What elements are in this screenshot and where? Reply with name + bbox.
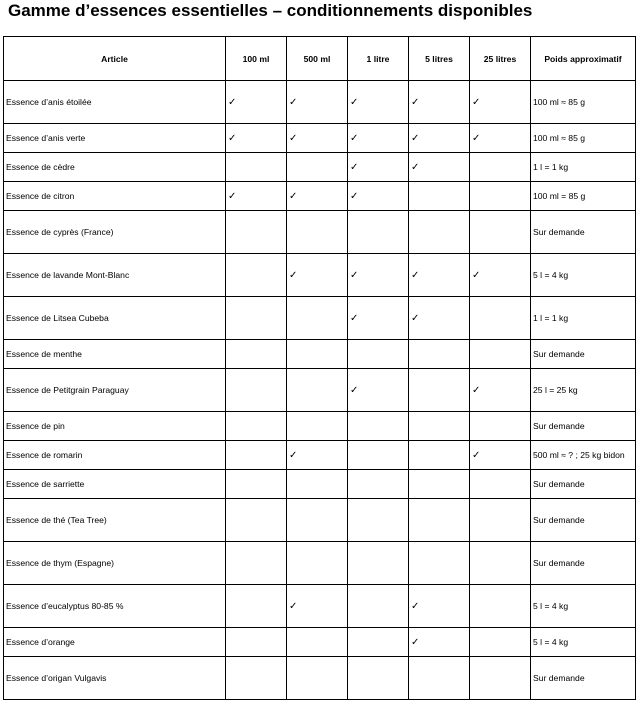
empty-cell [348,470,409,499]
weight-cell: Sur demande [531,340,636,369]
weight-cell: Sur demande [531,542,636,585]
empty-cell [348,585,409,628]
check-icon: ✓ [409,81,470,124]
empty-cell [226,585,287,628]
article-cell: Essence d’orange [4,628,226,657]
table-row [4,254,636,297]
empty-cell [409,470,470,499]
article-cell: Essence d’anis verte [4,124,226,153]
empty-cell [470,470,531,499]
empty-cell [470,153,531,182]
header-row [4,37,636,81]
table-row [4,441,636,470]
empty-cell [348,657,409,700]
empty-cell [409,542,470,585]
table-row [4,585,636,628]
check-icon: ✓ [348,297,409,340]
weight-cell: 1 l = 1 kg [531,153,636,182]
header-5l: 5 litres [409,37,470,81]
check-icon: ✓ [348,124,409,153]
weight-cell: 5 l = 4 kg [531,254,636,297]
weight-cell: 500 ml ≈ ? ; 25 kg bidon [531,441,636,470]
empty-cell [226,542,287,585]
table-row [4,124,636,153]
empty-cell [348,628,409,657]
empty-cell [470,211,531,254]
weight-cell: 100 ml ≈ 85 g [531,81,636,124]
article-cell: Essence d’eucalyptus 80-85 % [4,585,226,628]
weight-cell: Sur demande [531,211,636,254]
check-icon: ✓ [348,254,409,297]
weight-cell: 1 l = 1 kg [531,297,636,340]
check-icon: ✓ [287,254,348,297]
empty-cell [470,628,531,657]
header-article: Article [4,37,226,81]
check-icon: ✓ [226,124,287,153]
article-cell: Essence de sarriette [4,470,226,499]
empty-cell [409,412,470,441]
check-icon: ✓ [287,182,348,211]
check-icon: ✓ [348,369,409,412]
weight-cell: 100 ml = 85 g [531,182,636,211]
check-icon: ✓ [470,81,531,124]
check-icon: ✓ [409,153,470,182]
empty-cell [226,657,287,700]
check-icon: ✓ [470,254,531,297]
check-icon: ✓ [409,124,470,153]
table-row [4,657,636,700]
empty-cell [470,412,531,441]
empty-cell [226,369,287,412]
empty-cell [226,628,287,657]
empty-cell [470,585,531,628]
article-cell: Essence de citron [4,182,226,211]
empty-cell [409,657,470,700]
empty-cell [470,499,531,542]
empty-cell [348,441,409,470]
empty-cell [470,340,531,369]
check-icon: ✓ [409,254,470,297]
empty-cell [348,211,409,254]
empty-cell [287,499,348,542]
empty-cell [348,542,409,585]
empty-cell [287,297,348,340]
empty-cell [470,297,531,340]
table-row [4,542,636,585]
empty-cell [226,499,287,542]
empty-cell [409,369,470,412]
table-row [4,340,636,369]
empty-cell [287,153,348,182]
table-row [4,153,636,182]
article-cell: Essence de menthe [4,340,226,369]
empty-cell [226,254,287,297]
empty-cell [287,628,348,657]
check-icon: ✓ [348,81,409,124]
empty-cell [470,182,531,211]
empty-cell [226,153,287,182]
empty-cell [226,441,287,470]
check-icon: ✓ [287,441,348,470]
empty-cell [226,340,287,369]
weight-cell: Sur demande [531,470,636,499]
weight-cell: 100 ml ≈ 85 g [531,124,636,153]
empty-cell [409,441,470,470]
empty-cell [287,657,348,700]
check-icon: ✓ [409,585,470,628]
empty-cell [287,542,348,585]
article-cell: Essence d’anis étoilée [4,81,226,124]
check-icon: ✓ [287,81,348,124]
table-row [4,369,636,412]
packaging-table [3,36,636,700]
check-icon: ✓ [470,441,531,470]
article-cell: Essence de thé (Tea Tree) [4,499,226,542]
table-row [4,81,636,124]
article-cell: Essence de cèdre [4,153,226,182]
weight-cell: Sur demande [531,499,636,542]
check-icon: ✓ [409,628,470,657]
table-row [4,470,636,499]
check-icon: ✓ [348,153,409,182]
empty-cell [409,211,470,254]
header-1l: 1 litre [348,37,409,81]
empty-cell [226,470,287,499]
check-icon: ✓ [470,124,531,153]
check-icon: ✓ [226,182,287,211]
empty-cell [287,470,348,499]
article-cell: Essence de romarin [4,441,226,470]
header-500ml: 500 ml [287,37,348,81]
table-row [4,499,636,542]
empty-cell [287,340,348,369]
weight-cell: 5 l = 4 kg [531,628,636,657]
article-cell: Essence de pin [4,412,226,441]
check-icon: ✓ [409,297,470,340]
check-icon: ✓ [348,182,409,211]
check-icon: ✓ [470,369,531,412]
empty-cell [348,340,409,369]
article-cell: Essence de thym (Espagne) [4,542,226,585]
table-row [4,211,636,254]
weight-cell: Sur demande [531,412,636,441]
empty-cell [409,340,470,369]
empty-cell [226,211,287,254]
check-icon: ✓ [287,585,348,628]
article-cell: Essence de Litsea Cubeba [4,297,226,340]
table-row [4,628,636,657]
empty-cell [409,499,470,542]
empty-cell [287,211,348,254]
article-cell: Essence de lavande Mont-Blanc [4,254,226,297]
page-title: Gamme d’essences essentielles – conditionnements disponibles [8,1,533,20]
empty-cell [348,499,409,542]
header-weight: Poids approximatif [531,37,636,81]
article-cell: Essence de Petitgrain Paraguay [4,369,226,412]
weight-cell: 25 l = 25 kg [531,369,636,412]
empty-cell [409,182,470,211]
empty-cell [348,412,409,441]
table-row [4,182,636,211]
check-icon: ✓ [226,81,287,124]
empty-cell [470,542,531,585]
table-row [4,412,636,441]
table-row [4,297,636,340]
header-25l: 25 litres [470,37,531,81]
empty-cell [287,369,348,412]
weight-cell: Sur demande [531,657,636,700]
article-cell: Essence d’origan Vulgavis [4,657,226,700]
empty-cell [287,412,348,441]
weight-cell: 5 l = 4 kg [531,585,636,628]
empty-cell [470,657,531,700]
empty-cell [226,412,287,441]
article-cell: Essence de cyprès (France) [4,211,226,254]
header-100ml: 100 ml [226,37,287,81]
check-icon: ✓ [287,124,348,153]
empty-cell [226,297,287,340]
